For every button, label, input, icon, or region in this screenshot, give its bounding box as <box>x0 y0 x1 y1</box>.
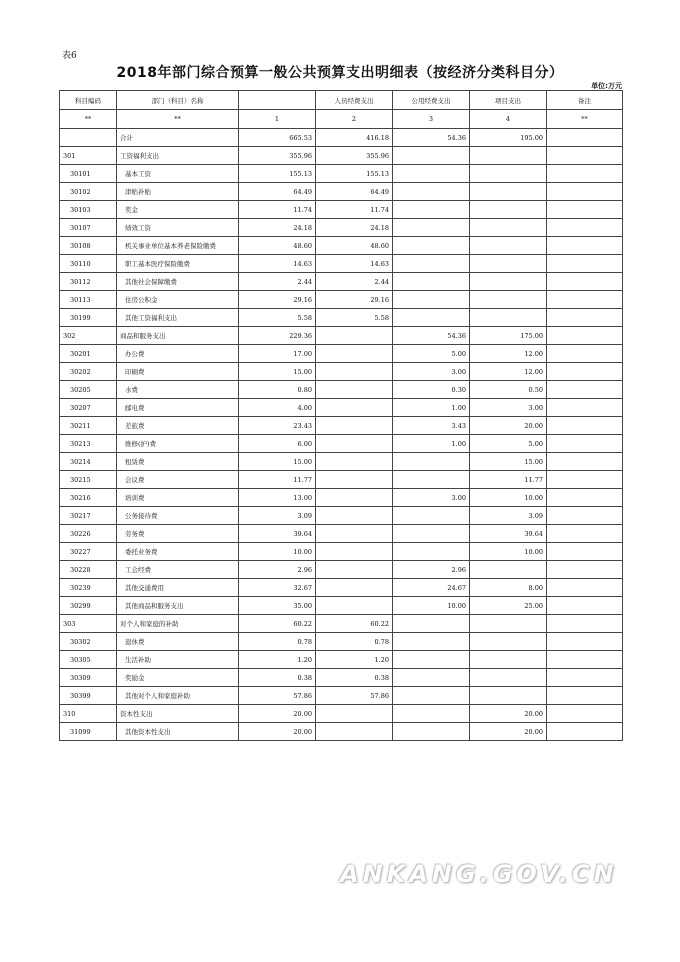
cell-personnel: 24.18 <box>316 219 393 237</box>
cell-personnel <box>316 561 393 579</box>
cell-personnel <box>316 381 393 399</box>
cell-personnel: 48.60 <box>316 237 393 255</box>
cell-code: 30215 <box>60 471 117 489</box>
subheader-project: 4 <box>470 110 547 129</box>
table-row <box>60 273 623 291</box>
cell-code: 30101 <box>60 165 117 183</box>
table-row <box>60 201 623 219</box>
header-project: 项目支出 <box>470 91 547 110</box>
cell-note <box>547 201 623 219</box>
cell-note <box>547 705 623 723</box>
cell-note <box>547 129 623 147</box>
table-row <box>60 327 623 345</box>
cell-public: 24.67 <box>393 579 470 597</box>
table-row <box>60 399 623 417</box>
cell-code: 30214 <box>60 453 117 471</box>
cell-code: 30108 <box>60 237 117 255</box>
cell-public <box>393 651 470 669</box>
cell-total: 665.53 <box>239 129 316 147</box>
table-row <box>60 705 623 723</box>
cell-personnel <box>316 723 393 741</box>
cell-code: 30199 <box>60 309 117 327</box>
cell-code: 30207 <box>60 399 117 417</box>
cell-note <box>547 363 623 381</box>
cell-code: 30217 <box>60 507 117 525</box>
cell-note <box>547 453 623 471</box>
cell-personnel <box>316 507 393 525</box>
cell-note <box>547 345 623 363</box>
cell-total: 5.58 <box>239 309 316 327</box>
cell-name: 差旅费 <box>117 417 239 435</box>
cell-name: 委托业务费 <box>117 543 239 561</box>
cell-total: 4.00 <box>239 399 316 417</box>
cell-name: 资本性支出 <box>117 705 239 723</box>
cell-public <box>393 183 470 201</box>
cell-code: 30239 <box>60 579 117 597</box>
cell-project <box>470 183 547 201</box>
cell-personnel: 11.74 <box>316 201 393 219</box>
cell-code: 301 <box>60 147 117 165</box>
cell-project <box>470 615 547 633</box>
cell-code: 30112 <box>60 273 117 291</box>
cell-name: 会议费 <box>117 471 239 489</box>
cell-public <box>393 507 470 525</box>
cell-total: 20.00 <box>239 705 316 723</box>
table-row <box>60 147 623 165</box>
cell-total: 3.09 <box>239 507 316 525</box>
cell-total: 0.80 <box>239 381 316 399</box>
cell-note <box>547 651 623 669</box>
cell-personnel: 355.96 <box>316 147 393 165</box>
cell-personnel <box>316 525 393 543</box>
cell-total: 0.78 <box>239 633 316 651</box>
cell-public <box>393 147 470 165</box>
cell-note <box>547 147 623 165</box>
cell-project <box>470 561 547 579</box>
unit-label: 单位:万元 <box>591 82 622 90</box>
cell-personnel: 0.78 <box>316 633 393 651</box>
cell-code <box>60 129 117 147</box>
cell-code: 310 <box>60 705 117 723</box>
cell-code: 30299 <box>60 597 117 615</box>
cell-total: 1.20 <box>239 651 316 669</box>
table-row <box>60 507 623 525</box>
cell-project <box>470 219 547 237</box>
table-row <box>60 165 623 183</box>
cell-public <box>393 705 470 723</box>
cell-code: 30399 <box>60 687 117 705</box>
cell-public: 3.43 <box>393 417 470 435</box>
cell-name: 邮电费 <box>117 399 239 417</box>
table-row <box>60 219 623 237</box>
cell-public: 54.36 <box>393 327 470 345</box>
cell-total: 11.74 <box>239 201 316 219</box>
cell-note <box>547 597 623 615</box>
cell-note <box>547 615 623 633</box>
cell-name: 津贴补贴 <box>117 183 239 201</box>
cell-project: 12.00 <box>470 345 547 363</box>
site-watermark: ANKANG.GOV.CN <box>340 860 618 888</box>
cell-code: 30205 <box>60 381 117 399</box>
cell-public <box>393 237 470 255</box>
cell-name: 印刷费 <box>117 363 239 381</box>
cell-project: 10.00 <box>470 543 547 561</box>
cell-project: 20.00 <box>470 723 547 741</box>
subheader-name: ** <box>117 110 239 129</box>
cell-project: 175.00 <box>470 327 547 345</box>
cell-project: 15.00 <box>470 453 547 471</box>
cell-note <box>547 561 623 579</box>
cell-total: 15.00 <box>239 363 316 381</box>
cell-project: 0.50 <box>470 381 547 399</box>
cell-total: 32.67 <box>239 579 316 597</box>
cell-public: 3.00 <box>393 363 470 381</box>
cell-total: 64.49 <box>239 183 316 201</box>
cell-public: 10.00 <box>393 597 470 615</box>
cell-name: 其他资本性支出 <box>117 723 239 741</box>
cell-total: 355.96 <box>239 147 316 165</box>
cell-name: 职工基本医疗保险缴费 <box>117 255 239 273</box>
cell-note <box>547 687 623 705</box>
cell-personnel <box>316 579 393 597</box>
cell-public: 0.30 <box>393 381 470 399</box>
cell-code: 30113 <box>60 291 117 309</box>
cell-note <box>547 399 623 417</box>
table-row <box>60 363 623 381</box>
cell-name: 生活补助 <box>117 651 239 669</box>
table-row <box>60 633 623 651</box>
cell-personnel <box>316 435 393 453</box>
cell-code: 30202 <box>60 363 117 381</box>
cell-name: 水费 <box>117 381 239 399</box>
cell-public <box>393 273 470 291</box>
subheader-total: 1 <box>239 110 316 129</box>
cell-personnel: 57.86 <box>316 687 393 705</box>
cell-note <box>547 237 623 255</box>
cell-name: 绩效工资 <box>117 219 239 237</box>
cell-personnel: 64.49 <box>316 183 393 201</box>
cell-personnel <box>316 453 393 471</box>
cell-note <box>547 633 623 651</box>
cell-public: 3.00 <box>393 489 470 507</box>
cell-personnel: 29.16 <box>316 291 393 309</box>
cell-total: 2.44 <box>239 273 316 291</box>
cell-note <box>547 723 623 741</box>
cell-total: 229.36 <box>239 327 316 345</box>
cell-code: 30103 <box>60 201 117 219</box>
cell-project: 3.00 <box>470 399 547 417</box>
cell-public <box>393 291 470 309</box>
cell-project: 20.00 <box>470 705 547 723</box>
cell-project <box>470 237 547 255</box>
cell-note <box>547 273 623 291</box>
cell-name: 其他社会保障缴费 <box>117 273 239 291</box>
cell-personnel: 155.13 <box>316 165 393 183</box>
cell-personnel <box>316 417 393 435</box>
table-row <box>60 417 623 435</box>
cell-personnel: 1.20 <box>316 651 393 669</box>
cell-public: 1.00 <box>393 399 470 417</box>
cell-code: 303 <box>60 615 117 633</box>
cell-total: 11.77 <box>239 471 316 489</box>
cell-public <box>393 543 470 561</box>
cell-project <box>470 633 547 651</box>
cell-public <box>393 165 470 183</box>
cell-personnel <box>316 597 393 615</box>
cell-name: 维修(护)费 <box>117 435 239 453</box>
cell-name: 劳务费 <box>117 525 239 543</box>
cell-project: 12.00 <box>470 363 547 381</box>
cell-personnel <box>316 543 393 561</box>
cell-name: 工资福利支出 <box>117 147 239 165</box>
cell-note <box>547 183 623 201</box>
cell-public <box>393 219 470 237</box>
cell-public <box>393 525 470 543</box>
cell-name: 机关事业单位基本养老保险缴费 <box>117 237 239 255</box>
cell-total: 35.00 <box>239 597 316 615</box>
cell-name: 其他对个人和家庭补助 <box>117 687 239 705</box>
cell-name: 其他工资福利支出 <box>117 309 239 327</box>
cell-name: 其他交通费用 <box>117 579 239 597</box>
header-personnel: 人员经费支出 <box>316 91 393 110</box>
cell-note <box>547 219 623 237</box>
cell-public <box>393 687 470 705</box>
cell-total: 24.18 <box>239 219 316 237</box>
cell-total: 57.86 <box>239 687 316 705</box>
cell-project <box>470 147 547 165</box>
cell-total: 60.22 <box>239 615 316 633</box>
cell-project <box>470 651 547 669</box>
cell-note <box>547 435 623 453</box>
cell-personnel <box>316 489 393 507</box>
subheader-public: 3 <box>393 110 470 129</box>
cell-name: 办公费 <box>117 345 239 363</box>
cell-total: 17.00 <box>239 345 316 363</box>
cell-code: 30201 <box>60 345 117 363</box>
cell-code: 30107 <box>60 219 117 237</box>
cell-code: 30227 <box>60 543 117 561</box>
table-row <box>60 471 623 489</box>
cell-note <box>547 417 623 435</box>
table-row <box>60 543 623 561</box>
cell-name: 合计 <box>117 129 239 147</box>
cell-code: 31099 <box>60 723 117 741</box>
table-row <box>60 561 623 579</box>
table-row <box>60 615 623 633</box>
cell-project: 195.00 <box>470 129 547 147</box>
cell-note <box>547 525 623 543</box>
table-row <box>60 723 623 741</box>
cell-code: 30211 <box>60 417 117 435</box>
cell-personnel <box>316 345 393 363</box>
cell-public <box>393 615 470 633</box>
cell-total: 39.64 <box>239 525 316 543</box>
table-row <box>60 435 623 453</box>
cell-public <box>393 633 470 651</box>
cell-note <box>547 489 623 507</box>
subheader-personnel: 2 <box>316 110 393 129</box>
cell-name: 培训费 <box>117 489 239 507</box>
cell-project <box>470 273 547 291</box>
cell-project: 5.00 <box>470 435 547 453</box>
cell-code: 30213 <box>60 435 117 453</box>
header-total <box>239 91 316 110</box>
cell-note <box>547 669 623 687</box>
cell-name: 租赁费 <box>117 453 239 471</box>
cell-note <box>547 507 623 525</box>
cell-project <box>470 309 547 327</box>
cell-note <box>547 165 623 183</box>
cell-code: 30102 <box>60 183 117 201</box>
cell-project: 39.64 <box>470 525 547 543</box>
cell-total: 6.00 <box>239 435 316 453</box>
cell-personnel: 60.22 <box>316 615 393 633</box>
cell-project <box>470 255 547 273</box>
cell-public: 54.36 <box>393 129 470 147</box>
table-row <box>60 345 623 363</box>
cell-public <box>393 471 470 489</box>
cell-total: 10.00 <box>239 543 316 561</box>
cell-total: 155.13 <box>239 165 316 183</box>
cell-project: 11.77 <box>470 471 547 489</box>
cell-public <box>393 309 470 327</box>
table-header-row <box>60 91 623 110</box>
cell-total: 20.00 <box>239 723 316 741</box>
table-subheader-row <box>60 110 623 129</box>
table-row <box>60 525 623 543</box>
cell-public <box>393 723 470 741</box>
cell-name: 奖励金 <box>117 669 239 687</box>
table-row <box>60 669 623 687</box>
cell-note <box>547 327 623 345</box>
cell-code: 302 <box>60 327 117 345</box>
cell-public <box>393 201 470 219</box>
subheader-note: ** <box>547 110 623 129</box>
cell-total: 2.96 <box>239 561 316 579</box>
cell-project <box>470 291 547 309</box>
cell-note <box>547 291 623 309</box>
cell-note <box>547 471 623 489</box>
cell-name: 对个人和家庭的补助 <box>117 615 239 633</box>
cell-project: 20.00 <box>470 417 547 435</box>
cell-name: 工会经费 <box>117 561 239 579</box>
table-row <box>60 255 623 273</box>
cell-code: 30305 <box>60 651 117 669</box>
cell-personnel <box>316 399 393 417</box>
cell-note <box>547 543 623 561</box>
table-row <box>60 651 623 669</box>
page-title: 2018年部门综合预算一般公共预算支出明细表（按经济分类科目分） <box>116 65 564 81</box>
cell-public <box>393 453 470 471</box>
cell-code: 30226 <box>60 525 117 543</box>
header-name: 部门（科目）名称 <box>117 91 239 110</box>
table-row <box>60 309 623 327</box>
cell-code: 30216 <box>60 489 117 507</box>
cell-project <box>470 669 547 687</box>
cell-personnel: 5.58 <box>316 309 393 327</box>
cell-name: 其他商品和服务支出 <box>117 597 239 615</box>
table-row <box>60 291 623 309</box>
cell-total: 48.60 <box>239 237 316 255</box>
cell-total: 15.00 <box>239 453 316 471</box>
cell-project: 3.09 <box>470 507 547 525</box>
header-public: 公用经费支出 <box>393 91 470 110</box>
table-row <box>60 687 623 705</box>
cell-public: 1.00 <box>393 435 470 453</box>
cell-name: 基本工资 <box>117 165 239 183</box>
cell-project <box>470 687 547 705</box>
cell-personnel: 416.18 <box>316 129 393 147</box>
table-row <box>60 129 623 147</box>
subheader-code: ** <box>60 110 117 129</box>
header-note: 备注 <box>547 91 623 110</box>
cell-name: 公务接待费 <box>117 507 239 525</box>
cell-project: 8.00 <box>470 579 547 597</box>
cell-total: 0.38 <box>239 669 316 687</box>
table-row <box>60 597 623 615</box>
cell-personnel: 14.63 <box>316 255 393 273</box>
cell-total: 13.00 <box>239 489 316 507</box>
cell-total: 29.16 <box>239 291 316 309</box>
cell-code: 30302 <box>60 633 117 651</box>
cell-code: 30228 <box>60 561 117 579</box>
cell-total: 23.43 <box>239 417 316 435</box>
cell-name: 奖金 <box>117 201 239 219</box>
cell-note <box>547 255 623 273</box>
cell-public <box>393 669 470 687</box>
cell-project: 10.00 <box>470 489 547 507</box>
cell-public: 2.96 <box>393 561 470 579</box>
cell-name: 住房公积金 <box>117 291 239 309</box>
table-row <box>60 183 623 201</box>
table-row <box>60 489 623 507</box>
cell-code: 30309 <box>60 669 117 687</box>
cell-public: 5.00 <box>393 345 470 363</box>
cell-personnel <box>316 363 393 381</box>
table-row <box>60 579 623 597</box>
table-row <box>60 381 623 399</box>
header-code: 科目编码 <box>60 91 117 110</box>
cell-personnel <box>316 327 393 345</box>
cell-note <box>547 381 623 399</box>
cell-personnel: 0.38 <box>316 669 393 687</box>
cell-name: 商品和服务支出 <box>117 327 239 345</box>
cell-personnel: 2.44 <box>316 273 393 291</box>
cell-public <box>393 255 470 273</box>
cell-project: 25.00 <box>470 597 547 615</box>
budget-table <box>59 90 623 741</box>
cell-code: 30110 <box>60 255 117 273</box>
cell-note <box>547 309 623 327</box>
table-number-label: 表6 <box>62 51 77 61</box>
cell-project <box>470 201 547 219</box>
cell-personnel <box>316 471 393 489</box>
cell-note <box>547 579 623 597</box>
cell-personnel <box>316 705 393 723</box>
table-row <box>60 453 623 471</box>
cell-project <box>470 165 547 183</box>
table-row <box>60 237 623 255</box>
cell-total: 14.63 <box>239 255 316 273</box>
cell-name: 退休费 <box>117 633 239 651</box>
